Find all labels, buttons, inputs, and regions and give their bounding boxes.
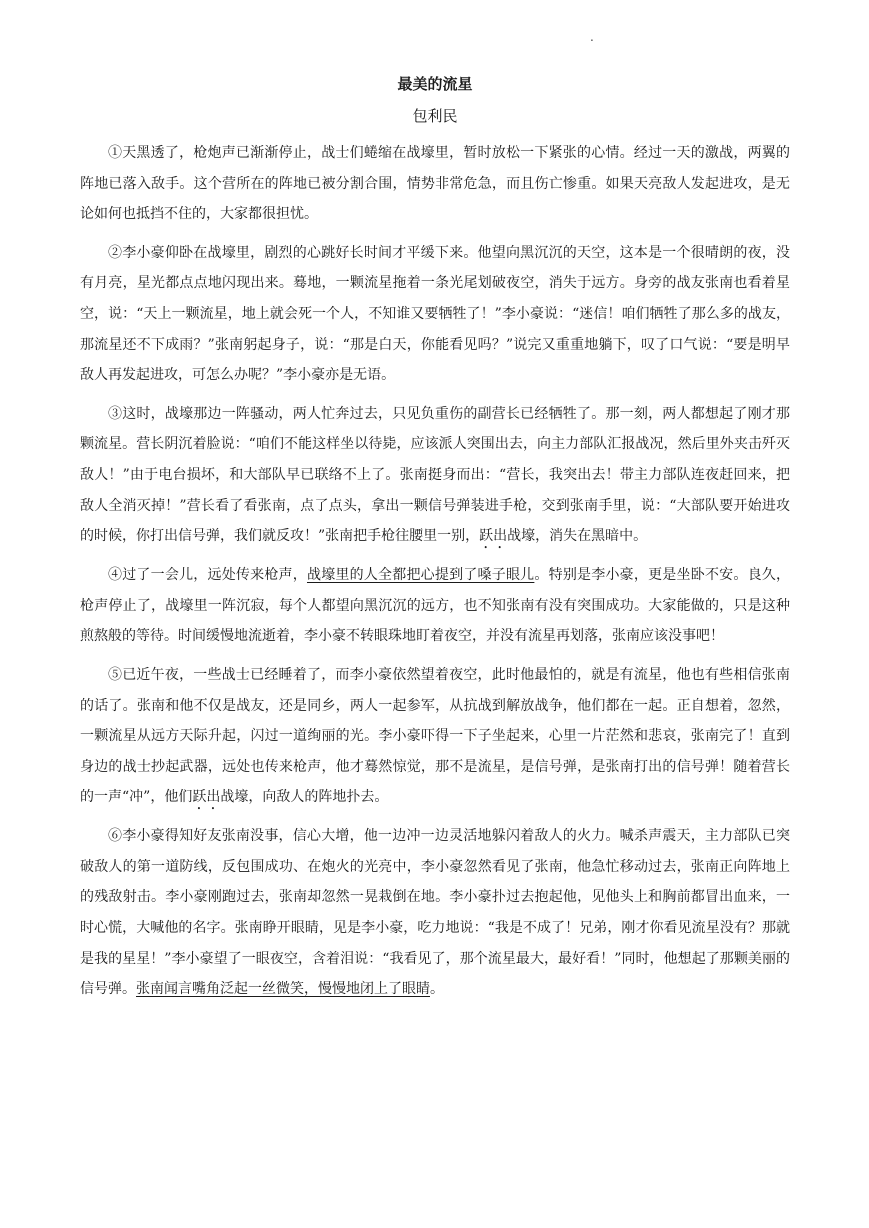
paragraph-6-text-end: 。 — [430, 981, 444, 998]
paragraph-5-text: ⑤已近午夜，一些战士已经睡着了，而李小豪依然望着夜空，此时他最怕的，就是有流星，他也有些相信张南的话了。张南和他不仅是战友，还是同乡，两人一起参军，从抗战到解放战争，他们都在一起。正自想着，忽然，一颗流星从远方天际升起，闪过一道绚丽的光。李小豪吓得一下子坐起来，心里一片茫然和悲哀，张南完了！直到身边的战士抄起武器，远处也传来枪声，他才蓦然惊觉，那不是流星，是信号弹，是张南打出的信号弹！随着营长的一声“冲”，他们 — [80, 666, 790, 806]
header-mark: . — [590, 30, 594, 44]
article-title: 最美的流星 — [397, 75, 473, 93]
paragraph-3 — [80, 399, 790, 552]
paragraph-5 — [80, 660, 790, 813]
emphasis-dotted-word: 跃出 — [192, 789, 221, 806]
paragraph-1: ①天黑透了，枪炮声已渐渐停止，战士们蜷缩在战壕里，暂时放松一下紧张的心情。经过一天的激战，两翼的阵地已落入敌手。这个营所在的阵地已被分割合围，情势非常危急，而且伤亡惨重。如果天亮敌人发起进攻，是无论如何也抵挡不住的，大家都很担忧。 — [80, 145, 790, 223]
underlined-sentence: 战壕里的人全都把心提到了嗓子眼儿 — [306, 567, 535, 584]
document-page — [80, 72, 790, 1013]
paragraph-2: ②李小豪仰卧在战壕里，剧烈的心跳好长时间才平缓下来。他望向黑沉沉的天空，这本是一个很晴朗的夜，没有月亮，星光都点点地闪现出来。蓦地，一颗流星拖着一条光尾划破夜空，消失于远方。身旁的战友张南也看着星空，说：“天上一颗流星，地上就会死一个人，不知谁又要牺牲了！”李小豪说：“迷信！咱们牺牲了那么多的战友，那流星还不下成雨？”张南躬起身子，说：“那是白天，你能看见吗？”说完又重重地躺下，叹了口气说：“要是明早敌人再发起进攻，可怎么办呢？”李小豪亦是无语。 — [80, 244, 790, 384]
article-author: 包利民 — [412, 107, 458, 125]
paragraph-3-text-end: 战壕，消失在黑暗中。 — [507, 528, 648, 545]
paragraph-4-text: ④过了一会儿，远处传来枪声， — [108, 567, 307, 584]
underlined-sentence: 张南闻言嘴角泛起一丝微笑，慢慢地闭上了眼睛 — [136, 981, 430, 998]
paragraph-5-text-end: 战壕，向敌人的阵地扑去。 — [220, 789, 389, 806]
emphasis-dotted-word: 跃出 — [479, 528, 508, 545]
paragraph-3-text: ③这时，战壕那边一阵骚动，两人忙奔过去，只见负重伤的副营长已经牺牲了。那一刻，两人都想起了刚才那颗流星。营长阴沉着脸说：“咱们不能这样坐以待毙，应该派人突围出去，向主力部队汇报战况，然后里外夹击歼灭敌人！”由于电台损坏，和大部队早已联络不上了。张南挺身而出：“营长，我突出去！带主力部队连夜赶回来，把敌人全消灭掉！”营长看了看张南，点了点头，拿出一颗信号弹装进手枪，交到张南手里，说：“大部队要开始进攻的时候，你打出信号弹，我们就反攻！”张南把手枪往腰里一别， — [80, 405, 790, 545]
paragraph-4-text-end: 。特别是李小豪，更是坐卧不安。良久，枪声停止了，战壕里一阵沉寂，每个人都望向黑沉沉的远方，也不知张南有没有突围成功。大家能做的，只是这种煎熬般的等待。时间缓慢地流逝着，李小豪不转眼珠地盯着夜空，并没有流星再划落，张南应该没事吧！ — [80, 567, 791, 645]
paragraph-6 — [80, 821, 790, 1005]
paragraph-6-text: ⑥李小豪得知好友张南没事，信心大增，他一边冲一边灵活地躲闪着敌人的火力。喊杀声震天，主力部队已突破敌人的第一道防线，反包围成功、在炮火的光亮中，李小豪忽然看见了张南，他急忙移动过去，张南正向阵地上的残敌射击。李小豪刚跑过去，张南却忽然一晃栽倒在地。李小豪扑过去抱起他，见他头上和胸前都冒出血来，一时心慌，大喊他的名字。张南睁开眼睛，见是李小豪，吃力地说：“我是不成了！兄弟，刚才你看见流星没有？那就是我的星星！”李小豪望了一眼夜空，含着泪说：“我看见了，那个流星最大，最好看！”同时，他想起了那颗美丽的信号弹。 — [80, 828, 790, 998]
paragraph-4 — [80, 560, 790, 652]
